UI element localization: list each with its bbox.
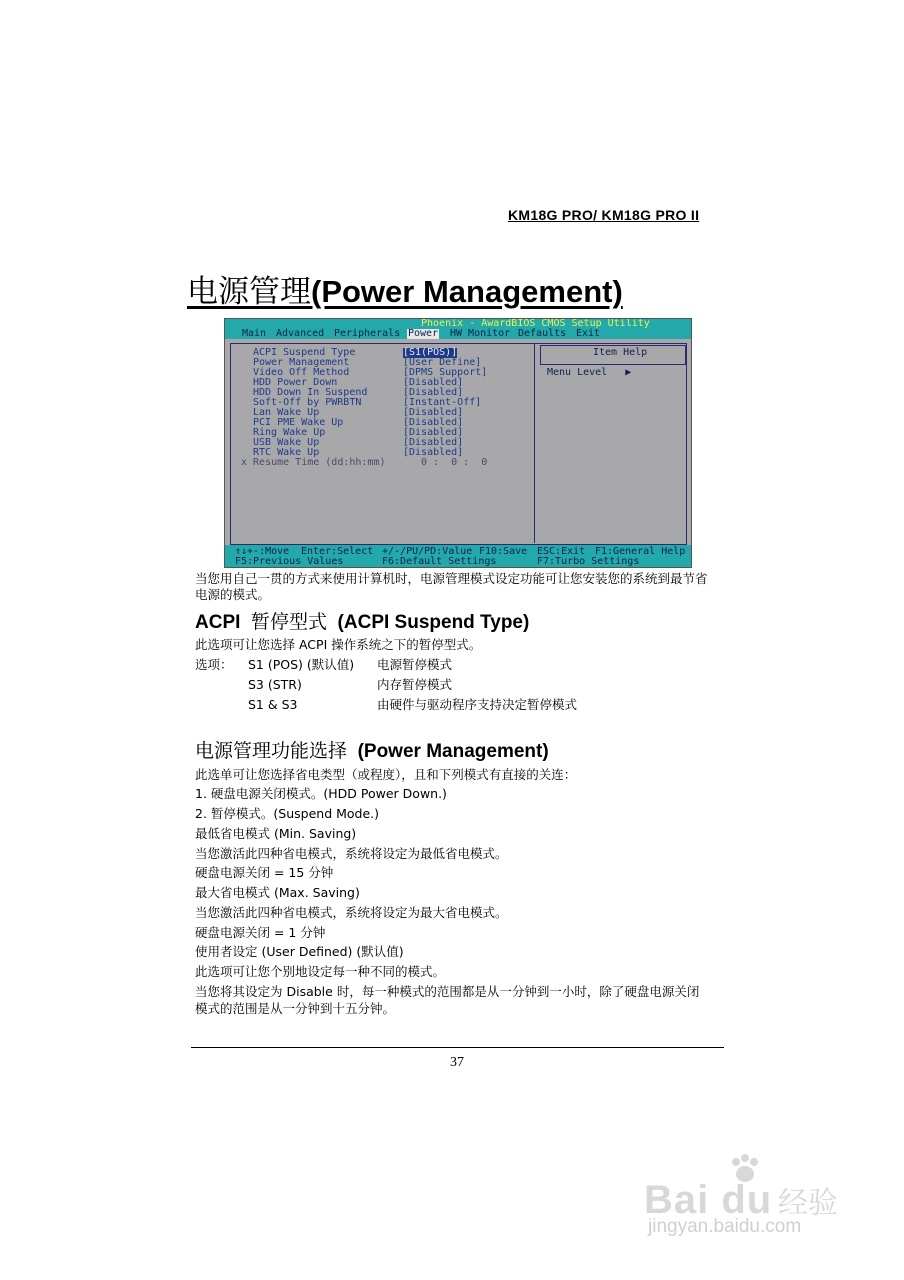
bios-menu-peripherals: Peripherals — [334, 328, 401, 339]
key-hint: ↑↓+-:Move — [235, 546, 290, 557]
bios-option-label: RTC Wake Up — [253, 447, 320, 458]
pm-line: 当您激活此四种省电模式，系统将设定为最大省电模式。 — [195, 905, 508, 920]
pm-line: 当您将其设定为 Disable 时，每一种模式的范围都是从一分钟到一小时，除了硬盘电源关闭 — [195, 984, 700, 999]
bios-menu-main: Main — [242, 328, 267, 339]
bios-option-label: Video Off Method — [253, 367, 350, 378]
pm-heading — [195, 736, 549, 763]
bios-option-value: [DPMS Support] — [403, 367, 488, 378]
key-hint: F10:Save — [479, 546, 528, 557]
option-desc: 由硬件与驱动程序支持决定暂停模式 — [377, 697, 578, 712]
acpi-heading-en2: (ACPI Suspend Type) — [337, 612, 530, 633]
bios-menu-hw-monitor: HW Monitor — [450, 328, 511, 339]
bios-option-value: [Disabled] — [403, 437, 464, 448]
option-desc: 内存暂停模式 — [377, 677, 453, 692]
bios-option-value: [Disabled] — [403, 427, 464, 438]
page-number: 37 — [450, 1055, 464, 1070]
bios-option-label: PCI PME Wake Up — [253, 417, 344, 428]
key-hint: F1:General Help — [595, 546, 686, 557]
item-help-title: Item Help — [593, 347, 648, 358]
bios-option-label: HDD Power Down — [253, 377, 338, 388]
bios-option-label: ACPI Suspend Type — [253, 347, 356, 358]
bios-option-value: [Disabled] — [403, 447, 464, 458]
option-name: S1 & S3 — [248, 697, 298, 712]
pm-heading-en: (Power Management) — [357, 741, 549, 762]
watermark-logo: Bai du — [644, 1178, 773, 1222]
bios-option-value: [Disabled] — [403, 407, 464, 418]
bios-option-label: USB Wake Up — [253, 437, 320, 448]
acpi-heading — [195, 607, 529, 634]
key-hint: Enter:Select — [301, 546, 374, 557]
key-hint: +/-/PU/PD:Value — [382, 546, 473, 557]
menu-level-text: Menu Level ▶ — [547, 367, 632, 378]
bios-option-value: [User Define] — [403, 357, 482, 368]
bios-option-value: 0 : 0 : 0 — [421, 457, 488, 468]
key-hint: F7:Turbo Settings — [537, 556, 640, 567]
bios-option-label: Lan Wake Up — [253, 407, 320, 418]
watermark-url: jingyan.baidu.com — [648, 1216, 802, 1237]
bios-option-label: x Resume Time (dd:hh:mm) — [241, 457, 386, 468]
bios-menu-bar — [225, 329, 691, 339]
baidu-watermark — [644, 1160, 854, 1260]
pm-line: 当您激活此四种省电模式，系统将设定为最低省电模式。 — [195, 846, 508, 861]
footer-rule — [191, 1047, 724, 1048]
bios-divider — [534, 343, 535, 543]
page-title-en: (Power Management) — [311, 274, 623, 309]
pm-line: 硬盘电源关闭 = 1 分钟 — [195, 925, 326, 940]
header-model: KM18G PRO/ KM18G PRO II — [508, 207, 700, 223]
bios-menu-defaults: Defaults — [518, 328, 567, 339]
option-desc: 电源暂停模式 — [377, 657, 453, 672]
bios-menu-power: Power — [408, 328, 439, 339]
options-label: 选项： — [195, 657, 233, 672]
bios-option-value: [Disabled] — [403, 387, 464, 398]
option-name: S3 (STR) — [248, 677, 302, 692]
key-hint: F5:Previous Values — [235, 556, 344, 567]
key-hint: ESC:Exit — [537, 546, 586, 557]
watermark-cn: 经验 — [778, 1186, 838, 1221]
page-title — [187, 266, 623, 311]
intro-line: 当您用自己一贯的方式来使用计算机时，电源管理模式设定功能可让您安装您的系统到最节省 — [195, 571, 708, 586]
pm-line: 最低省电模式 (Min. Saving) — [195, 826, 357, 841]
pm-line: 模式的范围是从一分钟到十五分钟。 — [195, 1001, 396, 1016]
pm-line: 2. 暂停模式。(Suspend Mode.) — [195, 806, 380, 821]
acpi-desc: 此选项可让您选择 ACPI 操作系统之下的暂停型式。 — [195, 637, 482, 652]
bios-menu-advanced: Advanced — [276, 328, 325, 339]
key-hint: F6:Default Settings — [382, 556, 497, 567]
bios-option-label: HDD Down In Suspend — [253, 387, 368, 398]
bios-option-value: [Instant-Off] — [403, 397, 482, 408]
pm-line: 此选项可让您个别地设定每一种不同的模式。 — [195, 964, 446, 979]
acpi-heading-cn: 暂停型式 — [250, 611, 327, 633]
page-title-cn: 电源管理 — [187, 274, 311, 310]
pm-line: 1. 硬盘电源关闭模式。(HDD Power Down.) — [195, 786, 447, 801]
bios-option-label: Ring Wake Up — [253, 427, 326, 438]
pm-line: 使用者设定 (User Defined) (默认值) — [195, 944, 404, 959]
pm-line: 最大省电模式 (Max. Saving) — [195, 885, 360, 900]
pm-line: 此选单可让您选择省电类型（或程度），且和下列模式有直接的关连： — [195, 767, 577, 782]
bios-option-label: Soft-Off by PWRBTN — [253, 397, 362, 408]
acpi-heading-en1: ACPI — [195, 612, 241, 633]
bios-option-value: [Disabled] — [403, 417, 464, 428]
pm-heading-cn: 电源管理功能选择 — [195, 740, 348, 762]
pm-line: 硬盘电源关闭 = 15 分钟 — [195, 865, 334, 880]
bios-title: Phoenix - AwardBIOS CMOS Setup Utility — [421, 318, 650, 329]
intro-line: 电源的模式。 — [195, 587, 271, 602]
bios-option-value: [S1(POS)] — [403, 347, 458, 358]
option-name: S1 (POS) (默认值) — [248, 657, 355, 672]
bios-menu-exit: Exit — [576, 328, 601, 339]
bios-screenshot — [224, 318, 692, 568]
bios-option-value: [Disabled] — [403, 377, 464, 388]
bios-option-label: Power Management — [253, 357, 350, 368]
